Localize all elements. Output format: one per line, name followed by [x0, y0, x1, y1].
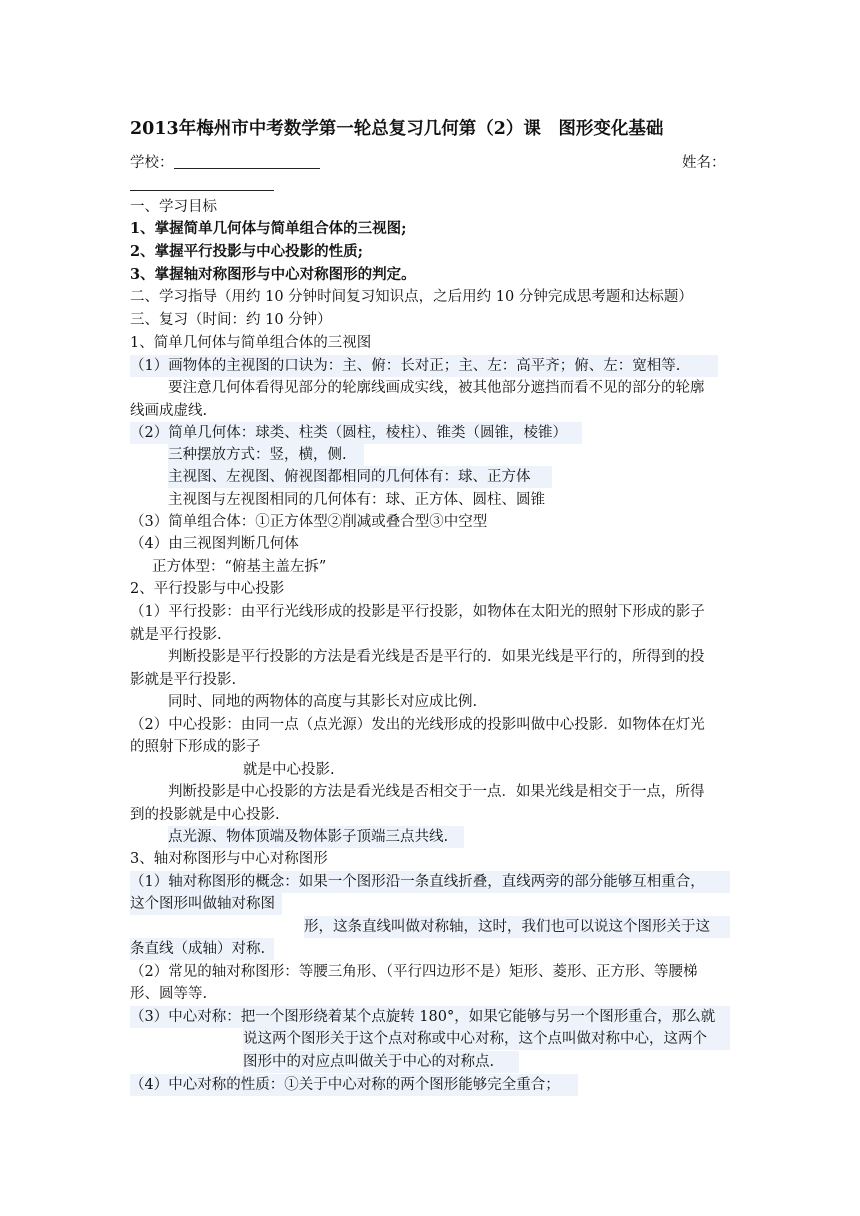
section-heading: 三、复习（时间：约 10 分钟）	[130, 312, 332, 328]
objective-item: 3、掌握轴对称图形与中心对称图形的判定。	[130, 266, 416, 283]
paragraph-line: 影就是平行投影.	[130, 672, 237, 688]
page-title: 2013年梅州市中考数学第一轮总复习几何第（2）课 图形变化基础	[130, 119, 664, 139]
paragraph-line: （2）中心投影：由同一点（点光源）发出的光线形成的投影叫做中心投影．如物体在灯光	[130, 717, 705, 733]
section-heading: 二、学习指导（用约 10 分钟时间复习知识点，之后用约 10 分钟完成思考题和达标题）	[130, 289, 693, 305]
school-blank	[174, 152, 320, 169]
paragraph-line: （4）由三视图判断几何体	[130, 536, 299, 552]
paragraph-line: 形，这条直线叫做对称轴，这时，我们也可以说这个图形关于这	[304, 916, 730, 938]
paragraph-line: 就是平行投影.	[130, 627, 222, 643]
paragraph-line: 要注意几何体看得见部分的轮廓线画成实线，被其他部分遮挡而看不见的部分的轮廓	[168, 380, 705, 396]
paragraph-line: 判断投影是中心投影的方法是看光线是否相交于一点．如果光线是相交于一点，所得	[168, 784, 705, 800]
paragraph-line: 这个图形叫做轴对称图	[130, 893, 282, 915]
paragraph-line: 图形中的对应点叫做关于中心的对称点.	[243, 1051, 519, 1073]
paragraph-line: 条直线（成轴）对称.	[130, 938, 274, 960]
paragraph-line: 就是中心投影.	[243, 762, 335, 778]
paragraph-line: 判断投影是平行投影的方法是看光线是否是平行的．如果光线是平行的，所得到的投	[168, 649, 705, 665]
paragraph-line: （3）简单组合体：①正方体型②削减或叠合型③中空型	[130, 514, 488, 530]
paragraph-line: （2）常见的轴对称图形：等腰三角形、（平行四边形不是）矩形、菱形、正方形、等腰梯	[130, 964, 698, 980]
paragraph-line: （2）简单几何体：球类、柱类（圆柱，棱柱）、锥类（圆锥，棱锥）	[130, 422, 582, 444]
subsection-heading: 3、轴对称图形与中心对称图形	[130, 851, 328, 867]
paragraph-line: （1）轴对称图形的概念：如果一个图形沿一条直线折叠，直线两旁的部分能够互相重合，	[130, 871, 730, 893]
paragraph-line: 点光源、物体顶端及物体影子顶端三点共线.	[168, 826, 464, 848]
paragraph-line: 线画成虚线.	[130, 403, 208, 419]
section-heading: 一、学习目标	[130, 199, 217, 215]
paragraph-line: （1）画物体的主视图的口诀为：主、俯：长对正；主、左：高平齐；俯、左：宽相等.	[130, 355, 718, 377]
name-blank	[130, 190, 274, 191]
paragraph-line: 说这两个图形关于这个点对称或中心对称，这个点叫做对称中心，这两个	[243, 1028, 730, 1050]
paragraph-line: 到的投影就是中心投影.	[130, 807, 280, 823]
school-field	[130, 152, 320, 174]
paragraph-line: （4）中心对称的性质：①关于中心对称的两个图形能够完全重合；	[130, 1074, 578, 1096]
name-label: 姓名：	[682, 155, 726, 171]
school-label: 学校：	[130, 155, 174, 171]
subsection-heading: 2、平行投影与中心投影	[130, 581, 285, 597]
paragraph-line: 形、圆等等.	[130, 986, 208, 1002]
paragraph-line: 同时、同地的两物体的高度与其影长对应成比例.	[168, 694, 478, 710]
objective-item: 2、掌握平行投影与中心投影的性质;	[130, 243, 363, 260]
paragraph-line: 正方体型：“俯基主盖左拆”	[152, 559, 327, 575]
paragraph-line: 主视图与左视图相同的几何体有：球、正方体、圆柱、圆锥	[168, 492, 545, 508]
paragraph-line: 主视图、左视图、俯视图都相同的几何体有：球、正方体	[168, 466, 552, 488]
paragraph-line: 三种摆放方式：竖，横，侧.	[168, 444, 364, 466]
subsection-heading: 1、简单几何体与简单组合体的三视图	[130, 335, 372, 351]
objective-item: 1、掌握简单几何体与简单组合体的三视图;	[130, 220, 407, 237]
paragraph-line: （3）中心对称：把一个图形绕着某个点旋转 180°，如果它能够与另一个图形重合，那么就	[130, 1006, 730, 1028]
paragraph-line: （1）平行投影：由平行光线形成的投影是平行投影，如物体在太阳光的照射下形成的影子	[130, 604, 705, 620]
paragraph-line: 的照射下形成的影子	[130, 739, 261, 755]
